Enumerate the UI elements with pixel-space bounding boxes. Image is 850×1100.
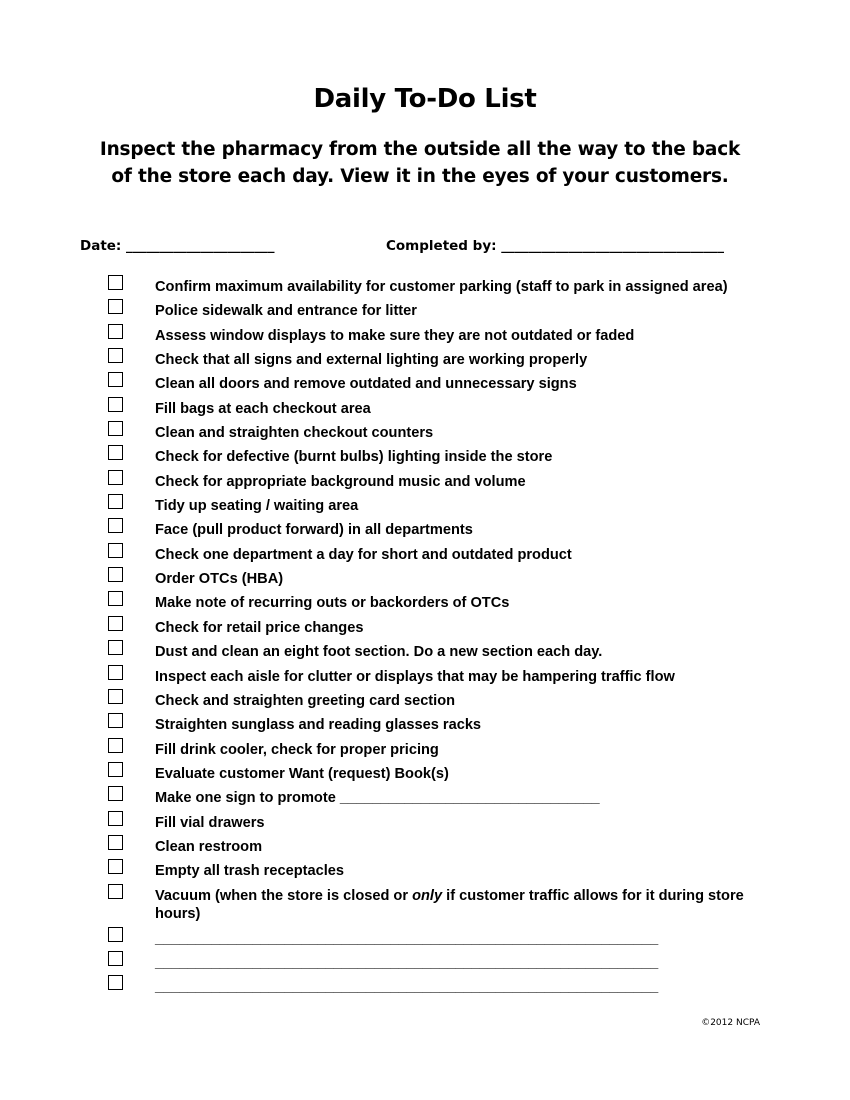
checklist-item-text: Clean restroom: [155, 838, 263, 855]
checklist-item: [0, 323, 850, 347]
date-label: Date:: [80, 238, 122, 254]
checkbox[interactable]: [108, 494, 123, 509]
checklist-item: [0, 834, 850, 858]
checkbox[interactable]: [108, 348, 123, 363]
vacuum-text-after: if customer traffic allows for it during store hours): [155, 887, 744, 922]
completed-by-field[interactable]: [386, 238, 724, 254]
checklist-item-text: Check for retail price changes: [155, 619, 364, 636]
checkbox[interactable]: [108, 689, 123, 704]
checklist: [0, 274, 850, 999]
checkbox[interactable]: [108, 665, 123, 680]
checklist-item: [0, 444, 850, 468]
checklist-item: [0, 664, 850, 688]
checkbox[interactable]: [108, 640, 123, 655]
checklist-item: [0, 347, 850, 371]
checklist-item-blank: [0, 974, 850, 998]
checklist-item: [0, 785, 850, 809]
checkbox[interactable]: [108, 275, 123, 290]
checklist-item-text: Empty all trash receptacles: [155, 863, 344, 880]
checkbox[interactable]: [108, 445, 123, 460]
checklist-item-text: Dust and clean an eight foot section. Do a new section each day.: [155, 644, 603, 661]
checklist-item: [0, 639, 850, 663]
copyright-notice: ©2012 NCPA: [701, 1018, 760, 1028]
checklist-item-text: Make note of recurring outs or backorders of OTCs: [155, 595, 510, 612]
checkbox[interactable]: [108, 543, 123, 558]
checkbox[interactable]: [108, 518, 123, 533]
checklist-item-text: Assess window displays to make sure they are not outdated or faded: [155, 327, 635, 344]
completed-by-label: Completed by:: [386, 238, 497, 254]
checklist-item-text: Evaluate customer Want (request) Book(s): [155, 765, 449, 782]
checklist-item: [0, 858, 850, 882]
page-title: Daily To-Do List: [313, 84, 537, 114]
checklist-item-text: Check that all signs and external lighting are working properly: [155, 352, 588, 369]
blank-line[interactable]: ______________________________________________________________: [155, 930, 659, 947]
checklist-item: [0, 688, 850, 712]
checkbox[interactable]: [108, 975, 123, 990]
checklist-item-text: Clean and straighten checkout counters: [155, 425, 434, 442]
checklist-item: [0, 493, 850, 517]
checklist-item-blank: [0, 926, 850, 950]
checklist-item-text: Clean all doors and remove outdated and unnecessary signs: [155, 376, 577, 393]
checklist-item: [0, 517, 850, 541]
checkbox[interactable]: [108, 762, 123, 777]
blank-line[interactable]: ______________________________________________________________: [155, 979, 659, 996]
checklist-item: [0, 469, 850, 493]
checklist-item: [0, 298, 850, 322]
checkbox[interactable]: [108, 397, 123, 412]
checklist-item-text: Check for defective (burnt bulbs) lighting inside the store: [155, 449, 553, 466]
checklist-item-vacuum: [0, 883, 850, 926]
checklist-item: [0, 371, 850, 395]
checklist-item: [0, 396, 850, 420]
checkbox[interactable]: [108, 421, 123, 436]
checklist-item-text: Fill bags at each checkout area: [155, 400, 371, 417]
checklist-item-text: Face (pull product forward) in all departments: [155, 522, 473, 539]
checkbox[interactable]: [108, 567, 123, 582]
checklist-item: [0, 761, 850, 785]
checklist-item: [0, 810, 850, 834]
checklist-item: [0, 542, 850, 566]
checkbox[interactable]: [108, 738, 123, 753]
checkbox[interactable]: [108, 884, 123, 899]
date-blank[interactable]: ______________________: [126, 238, 275, 254]
checklist-item-text: [155, 887, 765, 923]
page-subtitle: Inspect the pharmacy from the outside all the way to the back of the store each day. View it in the eyes of your customers.: [99, 139, 741, 187]
checklist-item: [0, 712, 850, 736]
vacuum-text-before: Vacuum (when the store is closed or: [155, 887, 413, 904]
checkbox[interactable]: [108, 616, 123, 631]
vacuum-text-emphasis: only: [412, 887, 443, 904]
checkbox[interactable]: [108, 859, 123, 874]
checklist-item-text: Check and straighten greeting card section: [155, 692, 456, 709]
checklist-item: [0, 420, 850, 444]
checklist-item-text: Make one sign to promote ________________________________: [155, 790, 600, 807]
checkbox[interactable]: [108, 927, 123, 942]
checkbox[interactable]: [108, 299, 123, 314]
date-field[interactable]: [80, 238, 275, 254]
checkbox[interactable]: [108, 372, 123, 387]
checkbox[interactable]: [108, 835, 123, 850]
checklist-item-text: Straighten sunglass and reading glasses racks: [155, 717, 482, 734]
checklist-item-text: Fill vial drawers: [155, 814, 265, 831]
checklist-item-text: Confirm maximum availability for customer parking (staff to park in assigned area): [155, 279, 728, 295]
checklist-item-text: Inspect each aisle for clutter or displays that may be hampering traffic flow: [155, 668, 675, 685]
checkbox[interactable]: [108, 713, 123, 728]
checklist-item-blank: [0, 950, 850, 974]
checklist-item-text: Fill drink cooler, check for proper pricing: [155, 741, 439, 758]
checklist-item-text: Check for appropriate background music and volume: [155, 473, 526, 490]
checklist-item: [0, 274, 850, 298]
completed-by-blank[interactable]: _________________________________: [501, 238, 724, 254]
checkbox[interactable]: [108, 591, 123, 606]
checkbox[interactable]: [108, 786, 123, 801]
blank-line[interactable]: ______________________________________________________________: [155, 954, 659, 971]
checkbox[interactable]: [108, 951, 123, 966]
checklist-item-text: Check one department a day for short and outdated product: [155, 546, 572, 563]
checkbox[interactable]: [108, 470, 123, 485]
checklist-item-text: Police sidewalk and entrance for litter: [155, 303, 417, 320]
checkbox[interactable]: [108, 811, 123, 826]
checkbox[interactable]: [108, 324, 123, 339]
checklist-item: [0, 566, 850, 590]
checklist-item: [0, 590, 850, 614]
checklist-item-text: Order OTCs (HBA): [155, 571, 284, 588]
checklist-item: [0, 615, 850, 639]
checklist-item: [0, 737, 850, 761]
checklist-item-text: Tidy up seating / waiting area: [155, 498, 359, 515]
